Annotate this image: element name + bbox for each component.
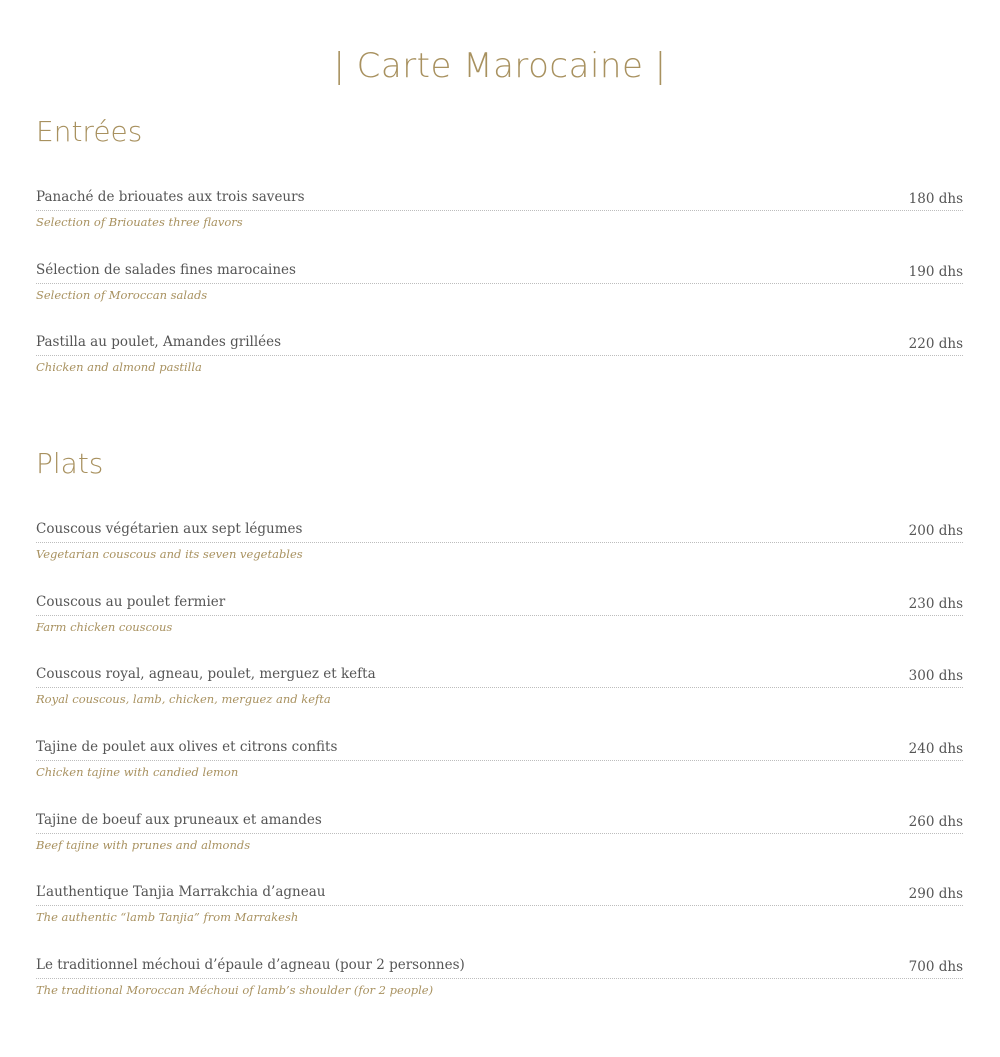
menu-item-description: Beef tajine with prunes and almonds xyxy=(36,837,251,852)
menu-item-name: Panaché de briouates aux trois saveurs xyxy=(36,189,305,205)
menu-item-price: 700 dhs xyxy=(908,959,963,976)
menu-item xyxy=(36,810,963,883)
menu-item xyxy=(36,332,963,405)
menu-item xyxy=(36,260,963,333)
menu-item-description: Selection of Moroccan salads xyxy=(36,287,208,302)
menu-item-description: Chicken tajine with candied lemon xyxy=(36,765,239,780)
menu-item-name: Tajine de boeuf aux pruneaux et amandes xyxy=(36,811,322,828)
menu-item-name: Couscous royal, agneau, poulet, merguez et kefta xyxy=(36,666,376,683)
menu-item-description: Vegetarian couscous and its seven vegetables xyxy=(36,547,303,561)
section-title-entrees: Entrées xyxy=(36,115,143,148)
section-title-plats: Plats xyxy=(36,447,104,480)
menu-item-price: 230 dhs xyxy=(908,595,963,612)
menu-item-row xyxy=(36,260,963,284)
menu-item-price: 180 dhs xyxy=(908,191,963,207)
menu-item-row xyxy=(36,519,963,543)
menu-item-description: Royal couscous, lamb, chicken, merguez and kefta xyxy=(36,692,331,707)
menu-item-description: The authentic “lamb Tanjia” from Marrakesh xyxy=(36,910,299,925)
menu-item-name: Couscous au poulet fermier xyxy=(36,593,226,610)
menu-item-price: 260 dhs xyxy=(908,813,963,830)
menu-list-plats xyxy=(36,519,963,1028)
menu-item-price: 200 dhs xyxy=(908,523,963,539)
menu-item-row xyxy=(36,592,963,616)
menu-item xyxy=(36,592,963,665)
menu-item-row xyxy=(36,332,963,356)
menu-item xyxy=(36,955,963,1028)
menu-item-row xyxy=(36,664,963,688)
menu-item-description: Selection of Briouates three flavors xyxy=(36,215,243,229)
menu-item-name: Tajine de poulet aux olives et citrons confits xyxy=(36,739,338,756)
menu-item xyxy=(36,882,963,955)
menu-list-entrees xyxy=(36,187,963,405)
menu-item-price: 240 dhs xyxy=(908,741,963,758)
menu-item-row xyxy=(36,187,963,211)
menu-item-name: Sélection de salades fines marocaines xyxy=(36,261,296,278)
menu-item-price: 290 dhs xyxy=(908,886,963,903)
menu-item-row xyxy=(36,955,963,979)
menu-item-description: Chicken and almond pastilla xyxy=(36,360,202,375)
menu-item-row xyxy=(36,737,963,761)
menu-item-description: The traditional Moroccan Méchoui of lamb’s shoulder (for 2 people) xyxy=(36,983,434,998)
menu-item-name: L’authentique Tanjia Marrakchia d’agneau xyxy=(36,884,326,901)
menu-item xyxy=(36,187,963,260)
menu-item xyxy=(36,737,963,810)
menu-item-description: Farm chicken couscous xyxy=(36,619,173,634)
menu-item-row xyxy=(36,882,963,906)
menu-item-price: 190 dhs xyxy=(908,263,963,280)
menu-item-row xyxy=(36,810,963,834)
menu-item-name: Le traditionnel méchoui d’épaule d’agneau (pour 2 personnes) xyxy=(36,957,465,974)
menu-item-name: Couscous végétarien aux sept légumes xyxy=(36,521,303,537)
menu-item-price: 300 dhs xyxy=(908,668,963,685)
menu-item xyxy=(36,519,963,592)
menu-item-price: 220 dhs xyxy=(908,336,963,353)
menu-item xyxy=(36,664,963,737)
menu-item-name: Pastilla au poulet, Amandes grillées xyxy=(36,334,282,351)
page-title: | Carte Marocaine | xyxy=(333,46,667,86)
